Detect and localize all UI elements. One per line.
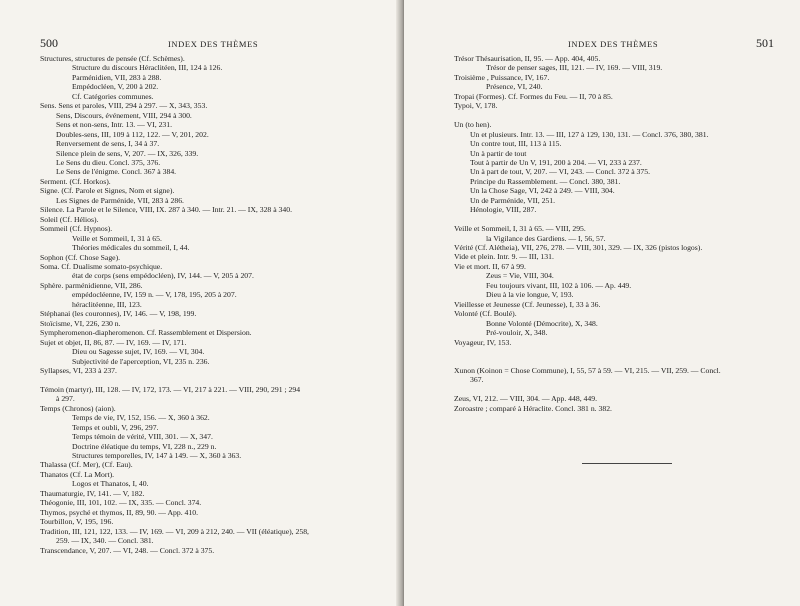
index-entry-line: Vide et plein. Intr. 9. — III, 131.	[454, 252, 554, 262]
right-page	[404, 0, 800, 606]
right-index-entries	[454, 54, 784, 413]
index-entry-line: Tout à partir de Un V, 191, 200 à 204. — VI, 233 à 237.	[470, 157, 642, 167]
index-entry-line: Parménidien, VII, 283 à 288.	[72, 72, 162, 82]
left-running-head: INDEX DES THÈMES	[168, 39, 259, 49]
section-end-rule	[582, 463, 672, 464]
index-entry-line: Zeus = Vie, VIII, 304.	[486, 271, 554, 281]
entry-gap	[40, 375, 392, 384]
index-entry-line: Thanatos (Cf. La Mort).	[40, 469, 115, 479]
index-entry-line: Thymos, psyché et thymos, II, 89, 90. — App. 410.	[40, 507, 199, 517]
index-entry-line: Temps (Chronos) (aion).	[40, 403, 116, 413]
index-entry-line: empédocléenne, IV, 159 n. — V, 178, 195, 205 à 207.	[72, 290, 237, 300]
right-running-head: INDEX DES THÈMES	[568, 39, 659, 49]
index-entry-line: Un et plusieurs. Intr. 13. — III, 127 à 129, 130, 131. — Concl. 376, 380, 381.	[470, 129, 709, 139]
left-page-number: 500	[40, 36, 58, 50]
index-entry-line: Structure du discours Héraclitéen, III, 124 à 126.	[72, 63, 223, 73]
index-entry-line: Un à part de tout, V, 207. — VI, 243. — Concl. 372 à 375.	[470, 167, 651, 177]
index-entry-line: Le Sens du dieu. Concl. 375, 376.	[56, 157, 161, 167]
index-entry-line: Stéphanai (les couronnes), IV, 146. — V, 198, 199.	[40, 309, 197, 319]
index-entry-line: Trésor Thésaurisation, II, 95. — App. 404, 405.	[454, 54, 601, 63]
index-entry-line: Sophon (Cf. Chose Sage).	[40, 252, 121, 262]
index-entry-line: Thaumaturgie, IV, 141. — V, 182.	[40, 488, 145, 498]
index-entry-line: Subjectivité de l'aperception, VI, 235 n. 236.	[72, 356, 210, 366]
index-entry-line: Tourbillon, V, 195, 196.	[40, 517, 114, 527]
index-entry-line: Logos et Thanatos, I, 40.	[72, 479, 149, 489]
index-entry-line: Principe du Rassemblement. — Concl. 380, 381.	[470, 176, 621, 186]
index-entry-line: Xunon (Koinon = Chose Commune), I, 55, 57 à 59. — VI, 215. — VII, 259. — Concl.	[454, 365, 721, 375]
index-entry-line: Silence. La Parole et le Silence, VIII, IX. 287 à 340. — Intr. 21. — IX, 328 à 340.	[40, 205, 292, 215]
entry-gap	[454, 347, 784, 356]
index-entry-line: Tradition, III, 121, 122, 133. — IV, 169. — VI, 209 à 212, 240. — VII (éléatique), 258,	[40, 526, 309, 536]
index-entry-line: Voyageur, IV, 153.	[454, 337, 512, 347]
index-entry-line: Zeus, VI, 212. — VIII, 304. — App. 448, 449.	[454, 394, 597, 404]
index-entry-line: Un la Chose Sage, VI, 242 à 249. — VIII, 304.	[470, 186, 615, 196]
index-entry-line: Sommeil (Cf. Hypnos).	[40, 224, 113, 234]
index-entry-line: Un contre tout, III, 113 à 115.	[470, 139, 562, 149]
index-entry-line: Transcendance, V, 207. — VI, 248. — Concl. 372 à 375.	[40, 545, 215, 555]
index-entry-line: Cf. Catégories communes.	[72, 91, 154, 101]
entry-gap	[454, 215, 784, 224]
index-entry-line: Empédocléen, V, 200 à 202.	[72, 82, 159, 92]
index-entry-line: Volonté (Cf. Boulé).	[454, 309, 517, 319]
index-entry-line: Sphère. parménidienne, VII, 286.	[40, 280, 143, 290]
index-entry-line: Sujet et objet, II, 86, 87. — IV, 169. — IV, 171.	[40, 337, 187, 347]
index-entry-line: Sens. Sens et paroles, VIII, 294 à 297. — X, 343, 353.	[40, 101, 208, 111]
index-entry-line: Soleil (Cf. Hélios).	[40, 214, 99, 224]
left-index-entries	[40, 54, 392, 555]
index-entry-line: Le Sens de l'énigme. Concl. 367 à 384.	[56, 167, 177, 177]
index-entry-line: héraclitéenne, III, 123.	[72, 299, 142, 309]
index-entry-line: Vie et mort. II, 67 à 99.	[454, 261, 526, 271]
index-entry-line: Troisième , Puissance, IV, 167.	[454, 72, 550, 82]
index-entry-line: Soma. Cf. Dualisme somato-psychique.	[40, 261, 163, 271]
index-entry-line: Typoi, V, 178.	[454, 101, 498, 111]
index-entry-line: état de corps (sens empédocléen), IV, 144. — V, 205 à 207.	[72, 271, 254, 281]
index-entry-line: Dieu ou Sagesse sujet, IV, 169. — VI, 304.	[72, 347, 205, 357]
index-entry-line: Les Signes de Parménide, VII, 283 à 286.	[56, 195, 184, 205]
index-entry-line: Stoïcisme, VI, 226, 230 n.	[40, 318, 121, 328]
entry-gap	[454, 111, 784, 120]
index-entry-line: Témoin (martyr), III, 128. — IV, 172, 173. — VI, 217 à 221. — VIII, 290, 291 ; 294	[40, 384, 301, 394]
index-entry-line: Dieu à la vie longue, V, 193.	[486, 290, 574, 300]
index-entry-line: Doubles-sens, III, 109 à 112, 122. — V, 201, 202.	[56, 129, 209, 139]
index-entry-line: Structures temporelles, IV, 147 à 149. — X, 360 à 363.	[72, 451, 242, 461]
index-entry-line: Serment. (Cf. Horkos).	[40, 176, 111, 186]
index-entry-line: 367.	[470, 375, 484, 385]
index-entry-line: Tropai (Formes). Cf. Formes du Feu. — II, 70 à 85.	[454, 91, 613, 101]
index-entry-line: Structures, structures de pensée (Cf. Schèmes).	[40, 54, 185, 63]
index-entry-line: Trésor de penser sages, III, 121. — IV, 169. — VIII, 319.	[486, 63, 663, 73]
index-entry-line: Un à partir de tout	[470, 148, 527, 158]
index-entry-line: Hénologie, VIII, 287.	[470, 205, 537, 215]
index-entry-line: Sens, Discours, événement, VIII, 294 à 300.	[56, 110, 192, 120]
index-entry-line: Bonne Volonté (Démocrite), X, 348.	[486, 318, 598, 328]
index-entry-line: Pré-vouloir, X, 348.	[486, 328, 548, 338]
index-entry-line: Vieillesse et Jeunesse (Cf. Jeunesse), I, 33 à 36.	[454, 299, 601, 309]
index-entry-line: Syllapses, VI, 233 à 237.	[40, 365, 117, 375]
index-entry-line: Signe. (Cf. Parole et Signes, Nom et signe).	[40, 186, 175, 196]
index-entry-line: Un de Parménide, VII, 251.	[470, 195, 556, 205]
right-page-number: 501	[756, 36, 774, 50]
index-entry-line: la Vigilance des Gardiens. — I, 56, 57.	[486, 233, 606, 243]
entry-gap	[454, 385, 784, 394]
index-entry-line: Présence, VI, 240.	[486, 82, 543, 92]
index-entry-line: Temps et oubli, V, 296, 297.	[72, 422, 159, 432]
index-entry-line: Doctrine éléatique du temps, VI, 228 n., 229 n.	[72, 441, 217, 451]
index-entry-line: Veille et Sommeil, I, 31 à 65.	[72, 233, 162, 243]
index-entry-line: 259. — IX, 340. — Concl. 381.	[56, 536, 154, 546]
index-entry-line: Théogonie, III, 101, 102. — IX, 335. — Concl. 374.	[40, 498, 202, 508]
index-entry-line: Veille et Sommeil, I, 31 à 65. — VIII, 295.	[454, 224, 586, 234]
index-entry-line: Théories médicales du sommeil, I, 44.	[72, 243, 190, 253]
index-entry-line: Temps de vie, IV, 152, 156. — X, 360 à 362.	[72, 413, 210, 423]
index-entry-line: Silence plein de sens, V, 207. — IX, 326, 339.	[56, 148, 199, 158]
index-entry-line: Vérité (Cf. Alétheia), VII, 276, 278. — VIII, 301, 329. — IX, 326 (pistos logos).	[454, 243, 703, 253]
index-entry-line: Zoroastre ; comparé à Héraclite. Concl. 381 n. 382.	[454, 403, 612, 413]
index-entry-line: Sympheromenon-diapheromenon. Cf. Rassemblement et Dispersion.	[40, 328, 252, 338]
entry-gap	[454, 356, 784, 365]
index-entry-line: Feu toujours vivant, III, 102 à 106. — Ap. 449.	[486, 280, 632, 290]
index-entry-line: Temps témoin de vérité, VIII, 301. — X, 347.	[72, 432, 213, 442]
index-entry-line: Thalassa (Cf. Mer), (Cf. Eau).	[40, 460, 133, 470]
index-entry-line: Sens et non-sens, Intr. 13. — VI, 231.	[56, 120, 173, 130]
index-entry-line: à 297.	[56, 394, 75, 404]
index-entry-line: Renversement de sens, I, 34 à 37.	[56, 139, 160, 149]
index-entry-line: Un (to hen).	[454, 120, 492, 130]
